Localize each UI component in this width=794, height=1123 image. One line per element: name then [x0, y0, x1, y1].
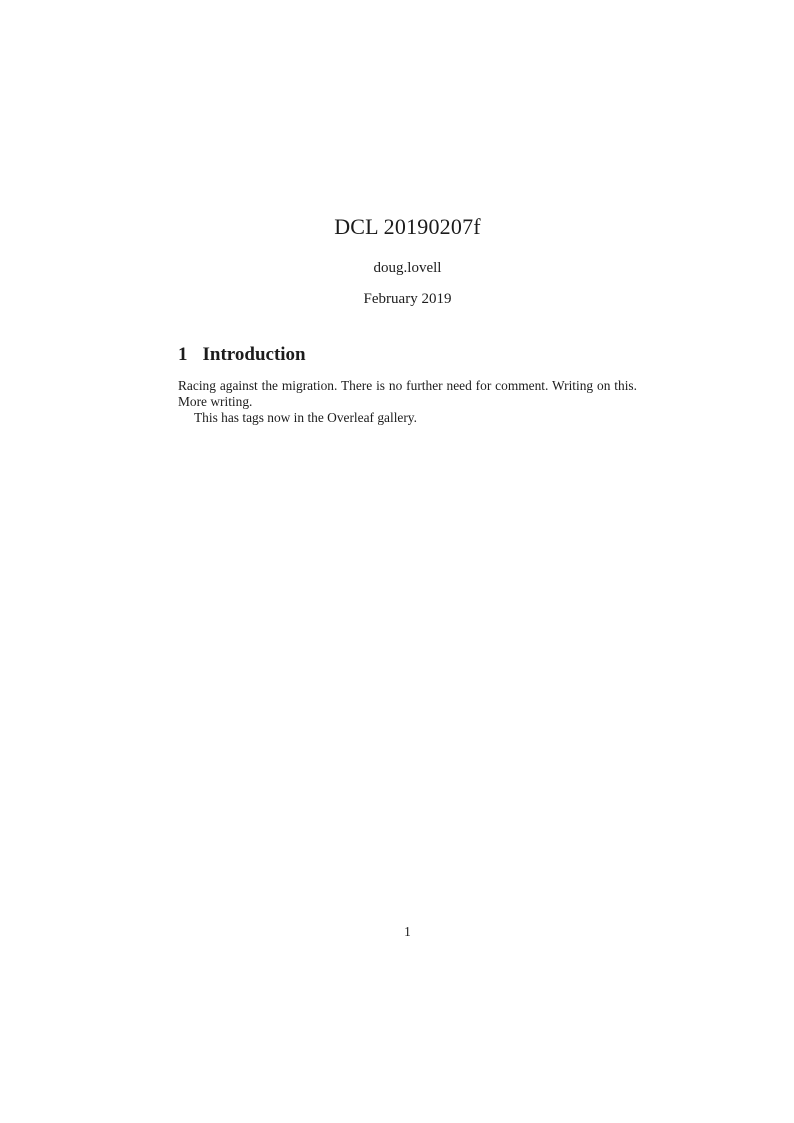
document-date: February 2019: [363, 291, 452, 307]
section-number: 1: [178, 344, 188, 365]
document-title: DCL 20190207f: [334, 214, 481, 239]
paragraph: This has tags now in the Overleaf gallery.: [194, 410, 417, 425]
section-heading: [178, 344, 637, 366]
body-text: [178, 378, 637, 426]
paragraph: Racing against the migration. There is no further need for comment. Writing on this. More writing.: [178, 378, 637, 409]
page-number: 1: [404, 924, 411, 939]
document-author: doug.lovell: [373, 260, 442, 276]
section-title: Introduction: [202, 344, 306, 365]
